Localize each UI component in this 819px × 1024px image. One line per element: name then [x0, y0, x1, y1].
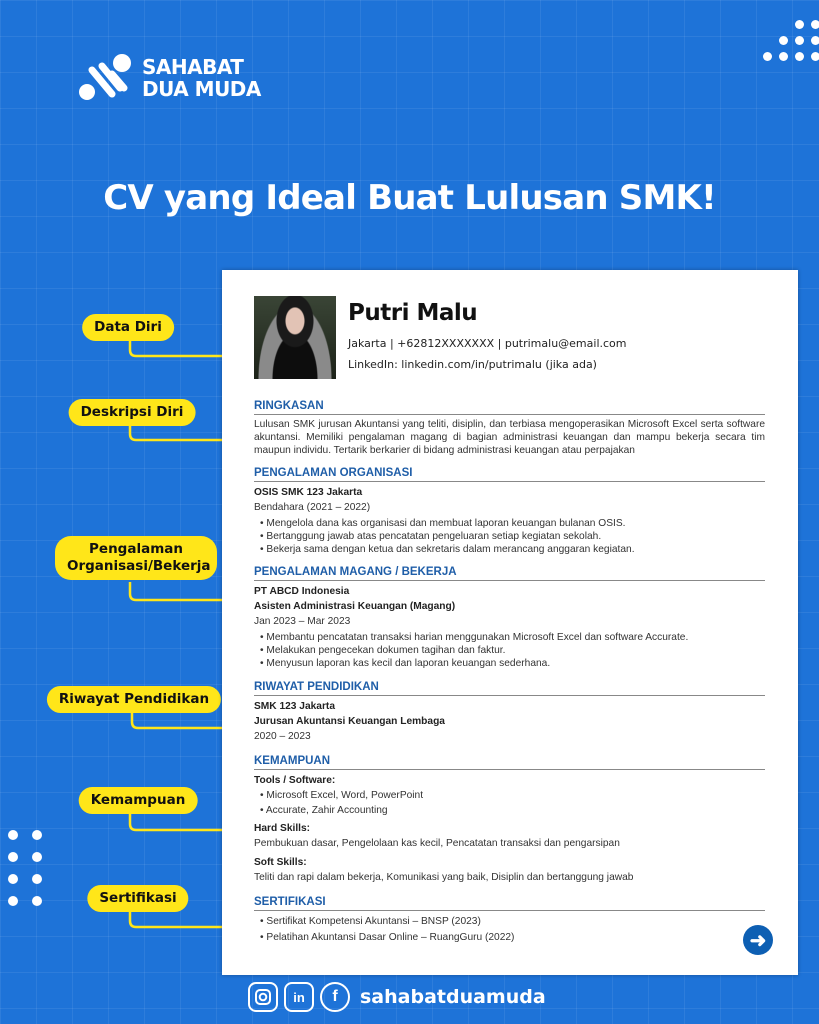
work-company: PT ABCD Indonesia [254, 586, 350, 597]
work-role: Asisten Administrasi Keuangan (Magang) [254, 601, 456, 612]
list-item: • Bekerja sama dengan ketua dan sekretaris dalam merancang anggaran kegiatan. [260, 543, 765, 556]
edu-school: SMK 123 Jakarta [254, 701, 335, 712]
section-heading: KEMAMPUAN [254, 755, 765, 770]
summary-text: Lulusan SMK jurusan Akuntansi yang teliti, disiplin, dan terbiasa mengoperasikan Microsoft Excel serta software akuntansi. Memiliki pengalaman magang di bagian administrasi keuangan dan mampu bekerja secara tim maupun individu. Tertarik berkarier di bidang administrasi keuangan atau perpajakan [254, 419, 765, 456]
edu-period: 2020 – 2023 [254, 731, 311, 742]
list-item: • Accurate, Zahir Accounting [260, 803, 765, 818]
section-organisasi [254, 467, 765, 556]
section-magang [254, 566, 765, 670]
social-footer [248, 982, 546, 1012]
cv-document [222, 270, 798, 975]
instagram-icon[interactable] [248, 982, 278, 1012]
edu-major: Jurusan Akuntansi Keuangan Lembaga [254, 716, 445, 727]
section-pendidikan [254, 681, 765, 744]
decorative-dots [763, 20, 819, 61]
page-title: CV yang Ideal Buat Lulusan SMK! [103, 178, 716, 218]
org-name: OSIS SMK 123 Jakarta [254, 487, 363, 498]
hard-skills-text: Pembukuan dasar, Pengelolaan kas kecil, Pencatatan transaksi dan pengarsipan [254, 838, 620, 849]
facebook-icon[interactable]: f [320, 982, 350, 1012]
section-ringkasan [254, 400, 765, 457]
cv-linkedin: LinkedIn: linkedin.com/in/putrimalu (jika ada) [348, 358, 597, 371]
org-role: Bendahara (2021 – 2022) [254, 502, 371, 513]
hard-skills-label: Hard Skills: [254, 823, 311, 834]
social-handle: sahabatduamuda [360, 986, 546, 1008]
section-heading: PENGALAMAN ORGANISASI [254, 467, 765, 482]
section-heading: RIWAYAT PENDIDIKAN [254, 681, 765, 696]
arrow-right-icon: ➜ [749, 929, 767, 952]
connector-arrows [0, 0, 250, 1024]
cv-name: Putri Malu [348, 300, 478, 326]
work-period: Jan 2023 – Mar 2023 [254, 616, 351, 627]
label-riwayat-pendidikan: Riwayat Pendidikan [47, 686, 221, 713]
label-kemampuan: Kemampuan [79, 787, 198, 814]
soft-skills-label: Soft Skills: [254, 857, 307, 868]
next-arrow-button[interactable] [743, 925, 773, 955]
cv-contact: Jakarta | +62812XXXXXXX | putrimalu@email.com [348, 337, 627, 350]
list-item: • Sertifikat Kompetensi Akuntansi – BNSP (2023) [260, 914, 765, 930]
section-heading: PENGALAMAN MAGANG / BEKERJA [254, 566, 765, 581]
label-deskripsi-diri: Deskripsi Diri [69, 399, 196, 426]
list-item: • Melakukan pengecekan dokumen tagihan dan faktur. [260, 644, 765, 657]
list-item: • Pelatihan Akuntansi Dasar Online – RuangGuru (2022) [260, 930, 765, 946]
list-item: • Microsoft Excel, Word, PowerPoint [260, 788, 765, 803]
label-data-diri: Data Diri [82, 314, 174, 341]
label-sertifikasi: Sertifikasi [87, 885, 188, 912]
brand-line1: SAHABAT [142, 55, 244, 79]
profile-photo [254, 296, 336, 379]
section-sertifikasi [254, 896, 765, 946]
tools-label: Tools / Software: [254, 775, 336, 786]
list-item: • Menyusun laporan kas kecil dan laporan keuangan sederhana. [260, 657, 765, 670]
list-item: • Bertanggung jawab atas pencatatan pengeluaran setiap kegiatan sekolah. [260, 530, 765, 543]
brand-line2: DUA MUDA [142, 77, 261, 101]
linkedin-icon[interactable]: in [284, 982, 314, 1012]
list-item: • Membantu pencatatan transaksi harian menggunakan Microsoft Excel dan software Accurate. [260, 631, 765, 644]
list-item: • Mengelola dana kas organisasi dan membuat laporan keuangan bulanan OSIS. [260, 517, 765, 530]
soft-skills-text: Teliti dan rapi dalam bekerja, Komunikasi yang baik, Disiplin dan bertanggung jawab [254, 872, 634, 883]
section-kemampuan [254, 755, 765, 885]
label-pengalaman: Pengalaman Organisasi/Bekerja [55, 536, 217, 580]
section-heading: SERTIFIKASI [254, 896, 765, 911]
section-heading: RINGKASAN [254, 400, 765, 415]
